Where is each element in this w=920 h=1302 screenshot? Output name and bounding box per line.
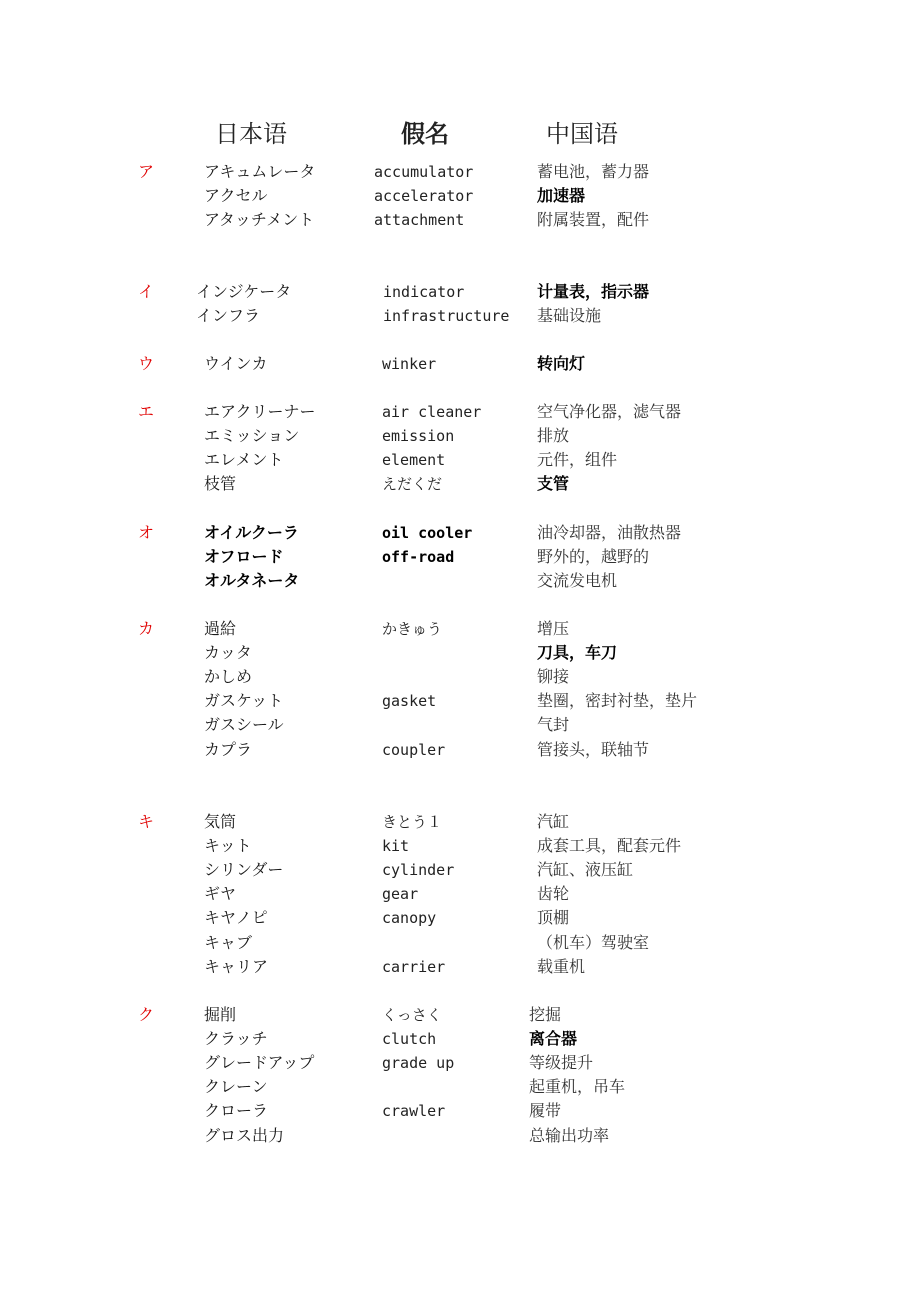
japanese-term: 気筒 bbox=[204, 812, 237, 831]
japanese-term: エアクリーナー bbox=[204, 402, 316, 421]
chinese-translation: 离合器 bbox=[529, 1029, 578, 1049]
table-row bbox=[0, 1027, 920, 1051]
chinese-translation: 载重机 bbox=[537, 956, 586, 976]
table-row bbox=[0, 1075, 920, 1099]
kana-reading: element bbox=[382, 451, 446, 470]
table-row bbox=[0, 569, 920, 593]
kana-reading: winker bbox=[382, 355, 437, 373]
table-row bbox=[0, 545, 920, 569]
kana-index-label: ア bbox=[138, 162, 155, 181]
table-row bbox=[0, 713, 920, 737]
japanese-term: 枝管 bbox=[204, 474, 237, 494]
chinese-translation: 顶棚 bbox=[537, 908, 570, 928]
chinese-translation: 总输出功率 bbox=[529, 1125, 610, 1145]
japanese-term: インフラ bbox=[196, 306, 261, 326]
japanese-term: エミッション bbox=[204, 426, 300, 446]
japanese-term: ウインカ bbox=[204, 354, 268, 373]
kana-reading: cylinder bbox=[382, 861, 455, 880]
japanese-term: キヤノピ bbox=[204, 908, 268, 928]
japanese-term: 過給 bbox=[204, 619, 237, 638]
table-row bbox=[0, 304, 920, 328]
japanese-term: クラッチ bbox=[204, 1029, 268, 1049]
kana-reading: off-road bbox=[382, 548, 455, 567]
chinese-translation: 排放 bbox=[537, 426, 570, 446]
table-row bbox=[0, 448, 920, 472]
japanese-term: カッタ bbox=[204, 643, 252, 663]
japanese-term: アタッチメント bbox=[204, 210, 315, 230]
chinese-translation: 垫圈，密封衬垫，垫片 bbox=[537, 691, 698, 711]
chinese-translation: 转向灯 bbox=[537, 354, 586, 373]
chinese-translation: 支管 bbox=[537, 474, 570, 494]
kana-reading: えだくだ bbox=[382, 475, 443, 494]
chinese-translation: 野外的，越野的 bbox=[537, 547, 650, 567]
kana-reading: かきゅう bbox=[382, 620, 443, 638]
kana-reading: kit bbox=[382, 837, 410, 856]
chinese-translation: 齿轮 bbox=[537, 884, 570, 904]
chinese-translation: 蓄电池，蓄力器 bbox=[537, 162, 650, 181]
chinese-translation: 挖掘 bbox=[529, 1005, 562, 1024]
japanese-term: アクセル bbox=[204, 186, 268, 206]
japanese-term: キャリア bbox=[204, 956, 269, 976]
table-row bbox=[0, 424, 920, 448]
chinese-translation: 计量表，指示器 bbox=[537, 282, 650, 301]
japanese-term: グロス出力 bbox=[204, 1125, 285, 1145]
kana-reading: air cleaner bbox=[382, 403, 482, 421]
chinese-translation: 增压 bbox=[537, 619, 570, 638]
chinese-translation: 加速器 bbox=[537, 186, 586, 206]
table-row bbox=[0, 665, 920, 689]
table-row bbox=[0, 617, 920, 641]
kana-reading: coupler bbox=[382, 740, 446, 759]
chinese-translation: 成套工具，配套元件 bbox=[537, 836, 682, 856]
japanese-term: アキュムレータ bbox=[204, 162, 316, 181]
chinese-translation: 起重机，吊车 bbox=[529, 1077, 626, 1097]
table-row bbox=[0, 882, 920, 906]
table-row bbox=[0, 1124, 920, 1148]
table-row bbox=[0, 738, 920, 762]
table-row bbox=[0, 472, 920, 496]
chinese-translation: 油冷却器，油散热器 bbox=[537, 523, 682, 542]
japanese-term: シリンダー bbox=[204, 860, 284, 880]
japanese-term: ガスケット bbox=[204, 691, 284, 711]
table-row bbox=[0, 810, 920, 834]
chinese-translation: 空气净化器，滤气器 bbox=[537, 402, 682, 421]
table-row bbox=[0, 1051, 920, 1075]
table-row bbox=[0, 834, 920, 858]
kana-index-label: ウ bbox=[138, 354, 155, 373]
japanese-term: キャブ bbox=[204, 932, 253, 952]
kana-index-label: オ bbox=[138, 523, 155, 542]
japanese-term: オイルクーラ bbox=[204, 523, 299, 542]
kana-reading: canopy bbox=[382, 909, 437, 928]
chinese-translation: 气封 bbox=[537, 715, 570, 735]
japanese-term: グレードアップ bbox=[204, 1053, 315, 1073]
japanese-term: クレーン bbox=[204, 1077, 268, 1097]
chinese-translation: 铆接 bbox=[537, 667, 570, 687]
header-kana: 假名 bbox=[401, 120, 449, 148]
japanese-term: キット bbox=[204, 836, 252, 856]
chinese-translation: 等级提升 bbox=[529, 1053, 594, 1073]
header-japanese: 日本语 bbox=[215, 120, 287, 148]
kana-index-label: エ bbox=[138, 402, 155, 421]
chinese-translation: 刀具，车刀 bbox=[537, 643, 618, 663]
table-row bbox=[0, 858, 920, 882]
kana-reading: carrier bbox=[382, 957, 446, 976]
table-row bbox=[0, 184, 920, 208]
japanese-term: かしめ bbox=[204, 667, 253, 687]
kana-index-label: カ bbox=[138, 619, 155, 638]
japanese-term: インジケータ bbox=[196, 282, 292, 301]
kana-reading: emission bbox=[382, 427, 455, 446]
kana-reading: accelerator bbox=[374, 187, 474, 206]
chinese-translation: 汽缸 bbox=[537, 812, 570, 831]
chinese-translation: 交流发电机 bbox=[537, 571, 618, 591]
kana-reading: grade up bbox=[382, 1054, 455, 1073]
japanese-term: カプラ bbox=[204, 739, 253, 759]
kana-index-label: イ bbox=[138, 282, 155, 301]
table-row bbox=[0, 1003, 920, 1027]
chinese-translation: 基础设施 bbox=[537, 306, 602, 326]
table-row bbox=[0, 521, 920, 545]
kana-reading: gear bbox=[382, 885, 419, 904]
table-row bbox=[0, 906, 920, 930]
kana-reading: clutch bbox=[382, 1030, 437, 1049]
kana-reading: attachment bbox=[374, 211, 465, 230]
kana-reading: oil cooler bbox=[382, 524, 473, 542]
chinese-translation: 元件，组件 bbox=[537, 450, 618, 470]
table-row bbox=[0, 208, 920, 232]
table-row bbox=[0, 689, 920, 713]
chinese-translation: 管接头，联轴节 bbox=[537, 739, 650, 759]
japanese-term: ギヤ bbox=[204, 884, 237, 904]
kana-reading: infrastructure bbox=[383, 307, 510, 326]
header-chinese: 中国语 bbox=[546, 120, 618, 148]
kana-reading: くっさく bbox=[382, 1006, 442, 1024]
kana-reading: gasket bbox=[382, 692, 437, 711]
chinese-translation: 附属装置，配件 bbox=[537, 210, 650, 230]
japanese-term: エレメント bbox=[204, 450, 284, 470]
table-row bbox=[0, 400, 920, 424]
table-row bbox=[0, 1099, 920, 1123]
kana-reading: accumulator bbox=[374, 163, 474, 181]
japanese-term: 掘削 bbox=[204, 1005, 237, 1024]
table-row bbox=[0, 352, 920, 376]
chinese-translation: 汽缸、液压缸 bbox=[537, 860, 634, 880]
kana-reading: indicator bbox=[383, 283, 465, 301]
table-row bbox=[0, 641, 920, 665]
japanese-term: ガスシール bbox=[204, 715, 284, 735]
japanese-term: オフロード bbox=[204, 547, 284, 567]
japanese-term: クローラ bbox=[204, 1101, 269, 1121]
japanese-term: オルタネータ bbox=[204, 571, 300, 591]
kana-reading: crawler bbox=[382, 1102, 446, 1121]
kana-index-label: ク bbox=[138, 1005, 155, 1024]
table-row bbox=[0, 955, 920, 979]
kana-reading: きとう１ bbox=[382, 813, 443, 831]
table-row bbox=[0, 931, 920, 955]
table-row bbox=[0, 280, 920, 304]
chinese-translation: （机车）驾驶室 bbox=[537, 932, 650, 952]
table-row bbox=[0, 160, 920, 184]
kana-index-label: キ bbox=[138, 812, 155, 831]
chinese-translation: 履带 bbox=[529, 1101, 562, 1121]
